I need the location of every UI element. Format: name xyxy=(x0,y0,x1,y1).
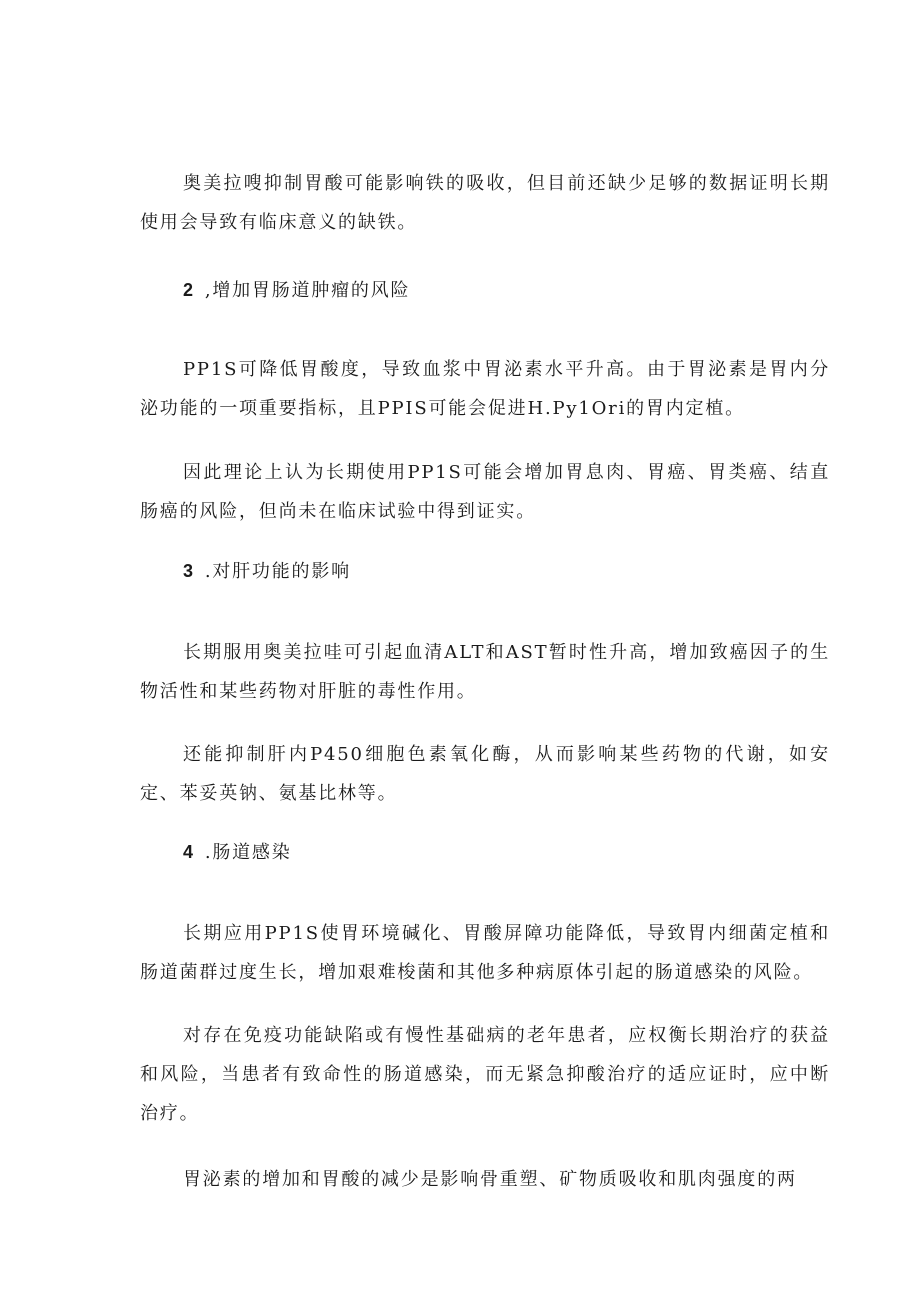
paragraph-elderly-patients: 对存在免疫功能缺陷或有慢性基础病的老年患者，应权衡长期治疗的获益和风险，当患者有致命性的肠道感染，而无紧急抑酸治疗的适应证时，应中断治疗。 xyxy=(140,1025,830,1124)
paragraph-liver-enzymes: 长期服用奥美拉哇可引起血清ALT和AST暂时性升高，增加致癌因子的生物活性和某些药物对肝脏的毒性作用。 xyxy=(140,642,830,702)
paragraph-tumor-risk: 因此理论上认为长期使用PP1S可能会增加胃息肉、胃癌、胃类癌、结直肠癌的风险，但尚未在临床试验中得到证实。 xyxy=(140,462,830,522)
heading-text: .肠道感染 xyxy=(204,842,292,863)
heading-section-4 xyxy=(183,838,292,867)
heading-number: 3 xyxy=(183,561,195,581)
paragraph-bone-remodeling: 胃泌素的增加和胃酸的减少是影响骨重塑、矿物质吸收和肌肉强度的两 xyxy=(183,1169,797,1190)
paragraph-intestinal-infection: 长期应用PP1S使胃环境碱化、胃酸屏障功能降低，导致胃内细菌定植和肠道菌群过度生长，增加艰难梭菌和其他多种病原体引起的肠道感染的风险。 xyxy=(140,923,830,983)
heading-section-2 xyxy=(183,276,410,305)
paragraph-gastrin-level: PP1S可降低胃酸度，导致血浆中胃泌素水平升高。由于胃泌素是胃内分泌功能的一项重要指标，且PPIS可能会促进H.Py1Ori的胃内定植。 xyxy=(140,359,830,419)
heading-number: 2 xyxy=(183,280,195,300)
heading-text: ,增加胃肠道肿瘤的风险 xyxy=(204,280,411,301)
heading-section-3 xyxy=(183,557,351,586)
paragraph-p450-inhibition: 还能抑制肝内P450细胞色素氧化酶，从而影响某些药物的代谢，如安定、苯妥英钠、氨基比林等。 xyxy=(140,744,830,804)
heading-number: 4 xyxy=(183,842,195,862)
paragraph-iron-absorption: 奥美拉嗖抑制胃酸可能影响铁的吸收，但目前还缺少足够的数据证明长期使用会导致有临床意义的缺铁。 xyxy=(140,173,830,233)
heading-text: .对肝功能的影响 xyxy=(204,561,351,582)
